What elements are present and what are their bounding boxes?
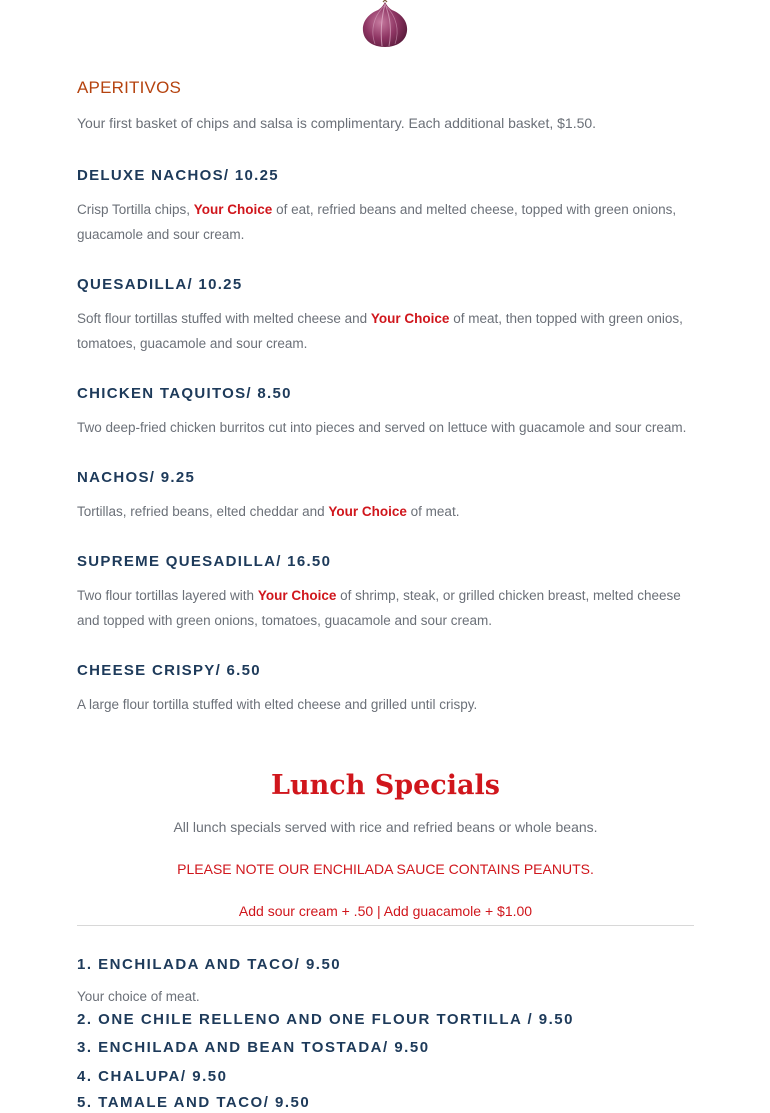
desc-text: of eat, refried beans and melted cheese, topped with green onions, guacamole and sour cream. xyxy=(77,202,677,242)
your-choice-highlight: Your Choice xyxy=(193,202,273,217)
lunch-item-3-title: 3. ENCHILADA AND BEAN TOSTADA/ 9.50 xyxy=(77,1039,430,1056)
menu-item-description xyxy=(77,306,694,356)
aperitivos-intro: Your first basket of chips and salsa is complimentary. Each additional basket, $1.50. xyxy=(77,115,597,131)
desc-text: of meat, then topped with green onios, tomatoes, guacamole and sour cream. xyxy=(77,311,683,351)
menu-item-description xyxy=(77,692,694,717)
lunch-item-2-title: 2. ONE CHILE RELLENO AND ONE FLOUR TORTILLA / 9.50 xyxy=(77,1011,574,1028)
menu-item-deluxe-nachos xyxy=(77,166,694,247)
menu-item-cheese-crispy xyxy=(77,661,694,717)
menu-item-title: DELUXE NACHOS/ 10.25 xyxy=(77,167,279,184)
menu-item-title: CHEESE CRISPY/ 6.50 xyxy=(77,662,261,679)
lunch-item-5-title: 5. TAMALE AND TACO/ 9.50 xyxy=(77,1094,311,1111)
desc-text: A large flour tortilla stuffed with elted cheese and grilled until crispy. xyxy=(77,697,478,712)
lunch-item-4-title: 4. CHALUPA/ 9.50 xyxy=(77,1068,228,1085)
menu-item-description xyxy=(77,415,694,440)
menu-item-description xyxy=(77,197,694,247)
your-choice-highlight: Your Choice xyxy=(328,504,407,519)
lunch-item-1-description: Your choice of meat. xyxy=(77,989,200,1004)
section-title-aperitivos: APERITIVOS xyxy=(77,78,182,97)
menu-item-title: NACHOS/ 9.25 xyxy=(77,469,196,486)
desc-text: Tortillas, refried beans, elted cheddar and xyxy=(77,504,329,519)
addons-note: Add sour cream + .50 | Add guacamole + $1.00 xyxy=(238,903,533,919)
your-choice-highlight: Your Choice xyxy=(370,311,450,326)
desc-text: Two deep-fried chicken burritos cut into pieces and served on lettuce with guacamole and sour cream. xyxy=(77,420,687,435)
menu-item-nachos xyxy=(77,468,694,524)
desc-text: Soft flour tortillas stuffed with melted cheese and xyxy=(77,311,371,326)
menu-item-supreme-quesadilla xyxy=(77,552,694,633)
menu-item-title: QUESADILLA/ 10.25 xyxy=(77,276,243,293)
menu-item-chicken-taquitos xyxy=(77,384,694,440)
desc-text: of meat. xyxy=(406,504,460,519)
menu-item-description xyxy=(77,499,694,524)
menu-item-quesadilla xyxy=(77,275,694,356)
lunch-subtitle: All lunch specials served with rice and refried beans or whole beans. xyxy=(173,819,598,835)
desc-text: Two flour tortillas layered with xyxy=(77,588,258,603)
desc-text: of shrimp, steak, or grilled chicken breast, melted cheese and topped with green onions, tomatoes, guacamole and sour cream. xyxy=(77,588,681,628)
peanut-warning: PLEASE NOTE OUR ENCHILADA SAUCE CONTAINS PEANUTS. xyxy=(177,861,594,877)
desc-text: Crisp Tortilla chips, xyxy=(77,202,194,217)
menu-item-title: SUPREME QUESADILLA/ 16.50 xyxy=(77,553,332,570)
divider xyxy=(77,925,694,926)
menu-item-description xyxy=(77,583,694,633)
red-onion-icon xyxy=(360,0,410,48)
section-title-lunch-specials: Lunch Specials xyxy=(271,770,500,801)
menu-item-title: CHICKEN TAQUITOS/ 8.50 xyxy=(77,385,292,402)
your-choice-highlight: Your Choice xyxy=(257,588,337,603)
lunch-item-1-title: 1. ENCHILADA AND TACO/ 9.50 xyxy=(77,956,342,973)
